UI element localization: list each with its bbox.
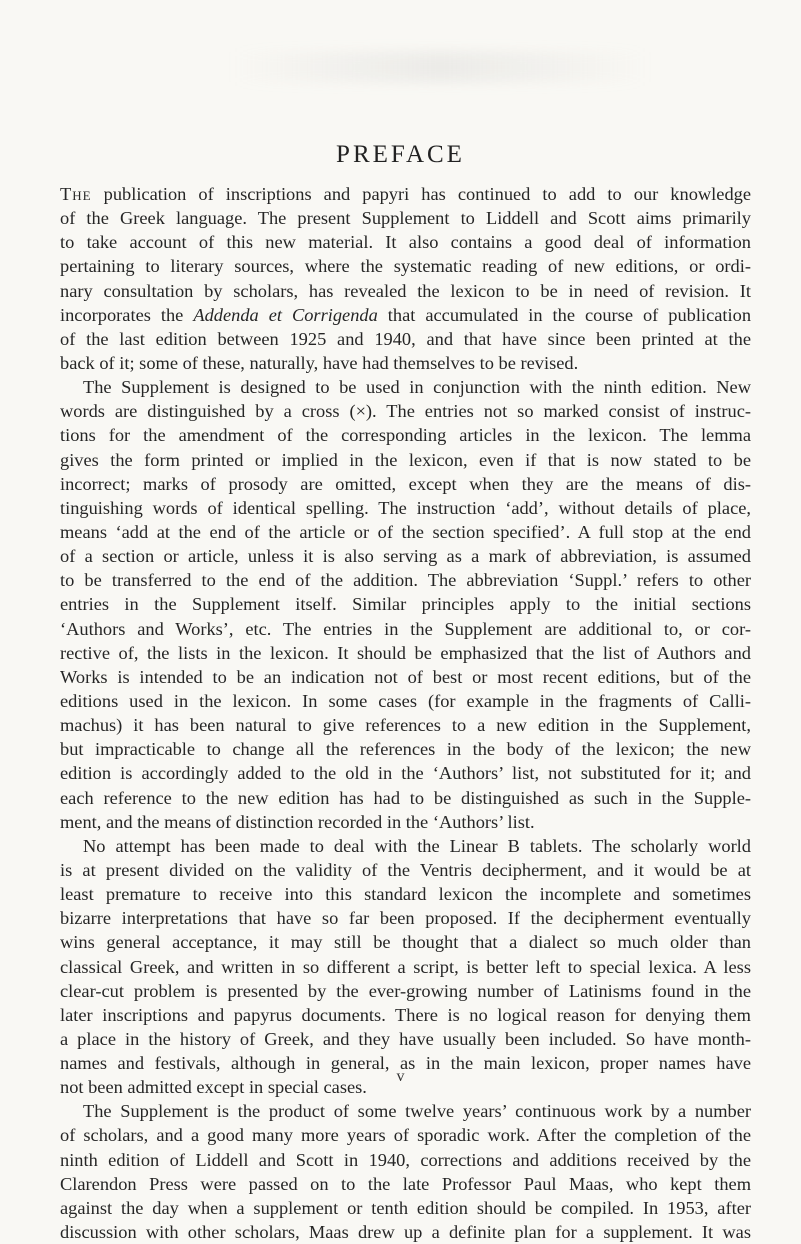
text-line: later inscriptions and papyrus documents. There is no logical reason for denying them [60,1004,751,1025]
text-line: gives the form printed or implied in the lexicon, even if that is now stated to be [60,449,751,470]
text-line: nary consultation by scholars, has revealed the lexicon to be in need of revision. It [60,280,751,301]
text-line: means ‘add at the end of the article or of the section specified’. A full stop at the end [60,521,751,542]
paragraph-2 [60,375,751,834]
text-line: edition is accordingly added to the old in the ‘Authors’ list, not substituted for it; and [60,763,751,784]
text-line: Clarendon Press were passed on to the late Professor Paul Maas, who kept them [60,1173,751,1194]
text-line: bizarre interpretations that have so far been proposed. If the decipherment eventually [60,908,751,929]
text-line: to take account of this new material. It also contains a good deal of information [60,232,751,253]
drop-word: The [60,184,92,204]
text-line: ‘Authors and Works’, etc. The entries in the Supplement are additional to, or cor- [60,618,751,639]
page-number: v [396,1068,405,1085]
text-line: back of it; some of these, naturally, have had themselves to be revised. [60,352,579,373]
text-line: ninth edition of Liddell and Scott in 1940, corrections and additions received by the [60,1149,751,1170]
text-line: incorrect; marks of prosody are omitted, except when they are the means of dis- [60,473,751,494]
text-line: editions used in the lexicon. In some cases (for example in the fragments of Calli- [60,690,751,711]
paragraph-3 [60,834,751,1100]
text-line: The Supplement is designed to be used in conjunction with the ninth edition. New [83,377,751,398]
text-line: Works is intended to be an indication not of best or most recent editions, but of the [60,666,751,687]
text-line: least premature to receive into this standard lexicon the incomplete and sometimes [60,884,751,905]
text-line: wins general acceptance, it may still be thought that a dialect so much older than [60,932,751,953]
text-line: but impracticable to change all the references in the body of the lexicon; the new [60,739,751,760]
text-line: rective of, the lists in the lexicon. It should be emphasized that the list of Authors and [60,642,751,663]
text-line: incorporates the Addenda et Corrigenda that accumulated in the course of publication [60,304,752,325]
text-line: to be transferred to the end of the addition. The abbreviation ‘Suppl.’ refers to other [60,570,751,591]
text-line: tions for the amendment of the corresponding articles in the lexicon. The lemma [60,425,751,446]
text-line: The publication of inscriptions and papyri has continued to add to our knowledge [60,184,751,204]
text-line: against the day when a supplement or tenth edition should be compiled. In 1953, after [60,1197,751,1218]
page-title: PREFACE [336,141,465,168]
text-line: The Supplement is the product of some twelve years’ continuous work by a number [83,1101,751,1122]
text-line: words are distinguished by a cross (×). The entries not so marked consist of instruc- [60,401,751,422]
text-line: pertaining to literary sources, where the systematic reading of new editions, or ordi- [60,256,751,277]
text-line: of the Greek language. The present Supplement to Liddell and Scott aims primarily [60,208,751,229]
text-line: entries in the Supplement itself. Similar principles apply to the initial sections [60,594,751,615]
text-line: machus) it has been natural to give references to a new edition in the Supplement, [60,715,751,736]
text-line: classical Greek, and written in so different a script, is better left to special lexica. A less [60,956,751,977]
text-line: tinguishing words of identical spelling. The instruction ‘add’, without details of place, [60,497,751,518]
paragraph-1 [60,182,751,375]
text-line: a place in the history of Greek, and they have usually been included. So have month- [60,1028,751,1049]
bleed-through-shadow [230,52,650,82]
text-line: clear-cut problem is presented by the ever-growing number of Latinisms found in the [60,980,751,1001]
text-line: of the last edition between 1925 and 1940, and that have since been printed at the [60,328,751,349]
italic-title: Addenda et Corrigenda [193,304,378,325]
text-line: discussion with other scholars, Maas drew up a definite plan for a supplement. It was [60,1222,751,1243]
text-line: No attempt has been made to deal with the Linear B tablets. The scholarly world [83,835,751,856]
text-line: of a section or article, unless it is also serving as a mark of abbreviation, is assumed [60,546,751,567]
text-line: is at present divided on the validity of the Ventris decipherment, and it would be at [60,859,751,880]
text-line: not been admitted except in special cases. [60,1077,367,1098]
text-line: names and festivals, although in general, as in the main lexicon, proper names have [60,1053,751,1074]
paragraph-4 [60,1099,751,1244]
text-line: of scholars, and a good many more years of sporadic work. After the completion of the [60,1125,751,1146]
text-line: ment, and the means of distinction recorded in the ‘Authors’ list. [60,811,535,832]
text-line: each reference to the new edition has had to be distinguished as such in the Supple- [60,787,751,808]
